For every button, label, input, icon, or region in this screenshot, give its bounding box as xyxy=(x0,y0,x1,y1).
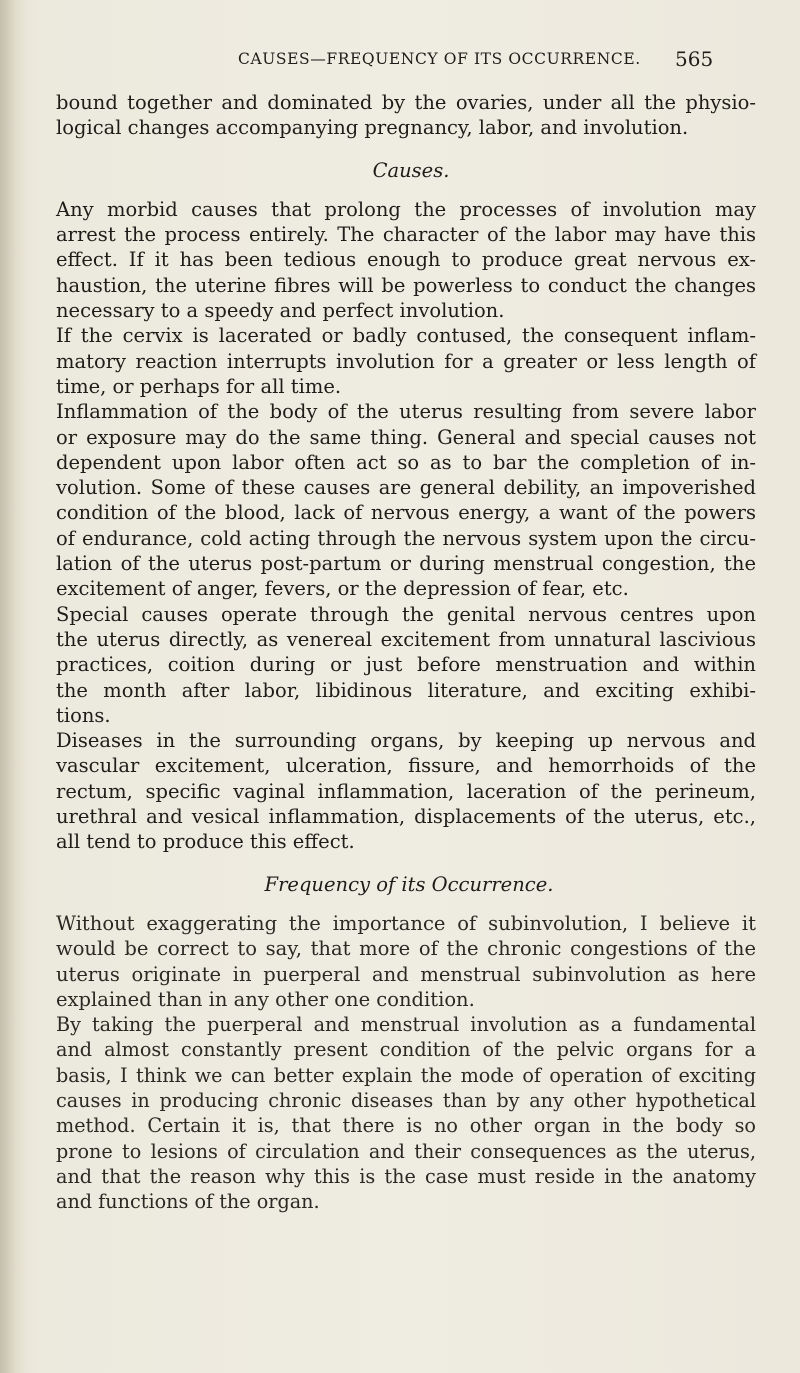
text-line: arrest the process entirely. The character of the labor may have this xyxy=(56,223,756,247)
paragraph xyxy=(56,399,756,601)
text-line: and that the reason why this is the case must reside in the anatomy xyxy=(56,1164,756,1188)
text-line: the month after labor, libidinous literature, and exciting exhibi- xyxy=(56,678,756,702)
text-line: logical changes accompanying pregnancy, labor, and involution. xyxy=(56,116,689,140)
paragraph xyxy=(56,197,756,323)
text-line: Without exaggerating the importance of subinvolution, I believe it xyxy=(56,911,756,935)
text-line: dependent upon labor often act so as to bar the completion of in- xyxy=(56,450,756,474)
paragraph xyxy=(56,728,756,854)
text-line: Any morbid causes that prolong the processes of involution may xyxy=(56,197,756,221)
text-line: tions. xyxy=(56,703,111,727)
page-binding-shadow xyxy=(0,0,28,1373)
paragraph xyxy=(56,1012,756,1214)
paragraph xyxy=(56,323,756,399)
text-line: method. Certain it is, that there is no other organ in the body so xyxy=(56,1114,756,1138)
running-title: CAUSES—FREQUENCY OF ITS OCCURRENCE. xyxy=(238,50,641,68)
text-line: bound together and dominated by the ovaries, under all the physio- xyxy=(56,91,756,114)
section-heading-frequency: Frequency of its Occurrence. xyxy=(264,872,554,896)
text-line: the uterus directly, as venereal excitement from unnatural lascivious xyxy=(56,627,756,651)
paragraph xyxy=(56,602,756,728)
text-line: necessary to a speedy and perfect involution. xyxy=(56,299,505,323)
text-line: basis, I think we can better explain the mode of operation of exciting xyxy=(56,1063,756,1087)
text-line: practices, coition during or just before menstruation and within xyxy=(56,653,756,677)
body-text xyxy=(56,90,756,1214)
text-line: Inflammation of the body of the uterus resulting from severe labor xyxy=(56,400,756,424)
page-number: 565 xyxy=(675,47,714,71)
text-line: prone to lesions of circulation and their consequences as the uterus, xyxy=(56,1139,756,1163)
text-line: lation of the uterus post-partum or during menstrual congestion, the xyxy=(56,552,756,576)
text-line: volution. Some of these causes are general debility, an impoverished xyxy=(56,476,756,500)
text-line: urethral and vesical inflammation, displacements of the uterus, etc., xyxy=(56,805,756,829)
text-line: rectum, specific vaginal inflammation, laceration of the perineum, xyxy=(56,779,756,803)
paragraph xyxy=(56,911,756,1012)
intro-paragraph xyxy=(56,90,756,141)
text-line: would be correct to say, that more of the chronic congestions of the xyxy=(56,937,756,961)
text-line: Diseases in the surrounding organs, by keeping up nervous and xyxy=(56,729,756,753)
text-line: and almost constantly present condition of the pelvic organs for a xyxy=(56,1038,756,1062)
text-line: matory reaction interrupts involution for a greater or less length of xyxy=(56,349,756,373)
text-line: By taking the puerperal and menstrual involution as a fundamental xyxy=(56,1013,756,1037)
text-line: of endurance, cold acting through the nervous system upon the circu- xyxy=(56,526,756,550)
section-heading-causes: Causes. xyxy=(372,158,450,182)
text-line: If the cervix is lacerated or badly contused, the consequent inflam- xyxy=(56,324,756,348)
text-line: effect. If it has been tedious enough to produce great nervous ex- xyxy=(56,248,756,272)
text-line: causes in producing chronic diseases than by any other hypothetical xyxy=(56,1088,756,1112)
text-line: or exposure may do the same thing. General and special causes not xyxy=(56,425,756,449)
text-line: time, or perhaps for all time. xyxy=(56,374,342,398)
text-line: excitement of anger, fevers, or the depression of fear, etc. xyxy=(56,577,629,601)
text-line: and functions of the organ. xyxy=(56,1190,320,1214)
text-line: condition of the blood, lack of nervous energy, a want of the powers xyxy=(56,501,756,525)
text-line: explained than in any other one condition. xyxy=(56,987,475,1011)
text-line: all tend to produce this effect. xyxy=(56,830,355,854)
text-line: uterus originate in puerperal and menstrual subinvolution as here xyxy=(56,962,756,986)
text-line: Special causes operate through the genital nervous centres upon xyxy=(56,602,756,626)
text-line: haustion, the uterine fibres will be powerless to conduct the changes xyxy=(56,273,756,297)
text-line: vascular excitement, ulceration, fissure, and hemorrhoids of the xyxy=(56,754,756,778)
